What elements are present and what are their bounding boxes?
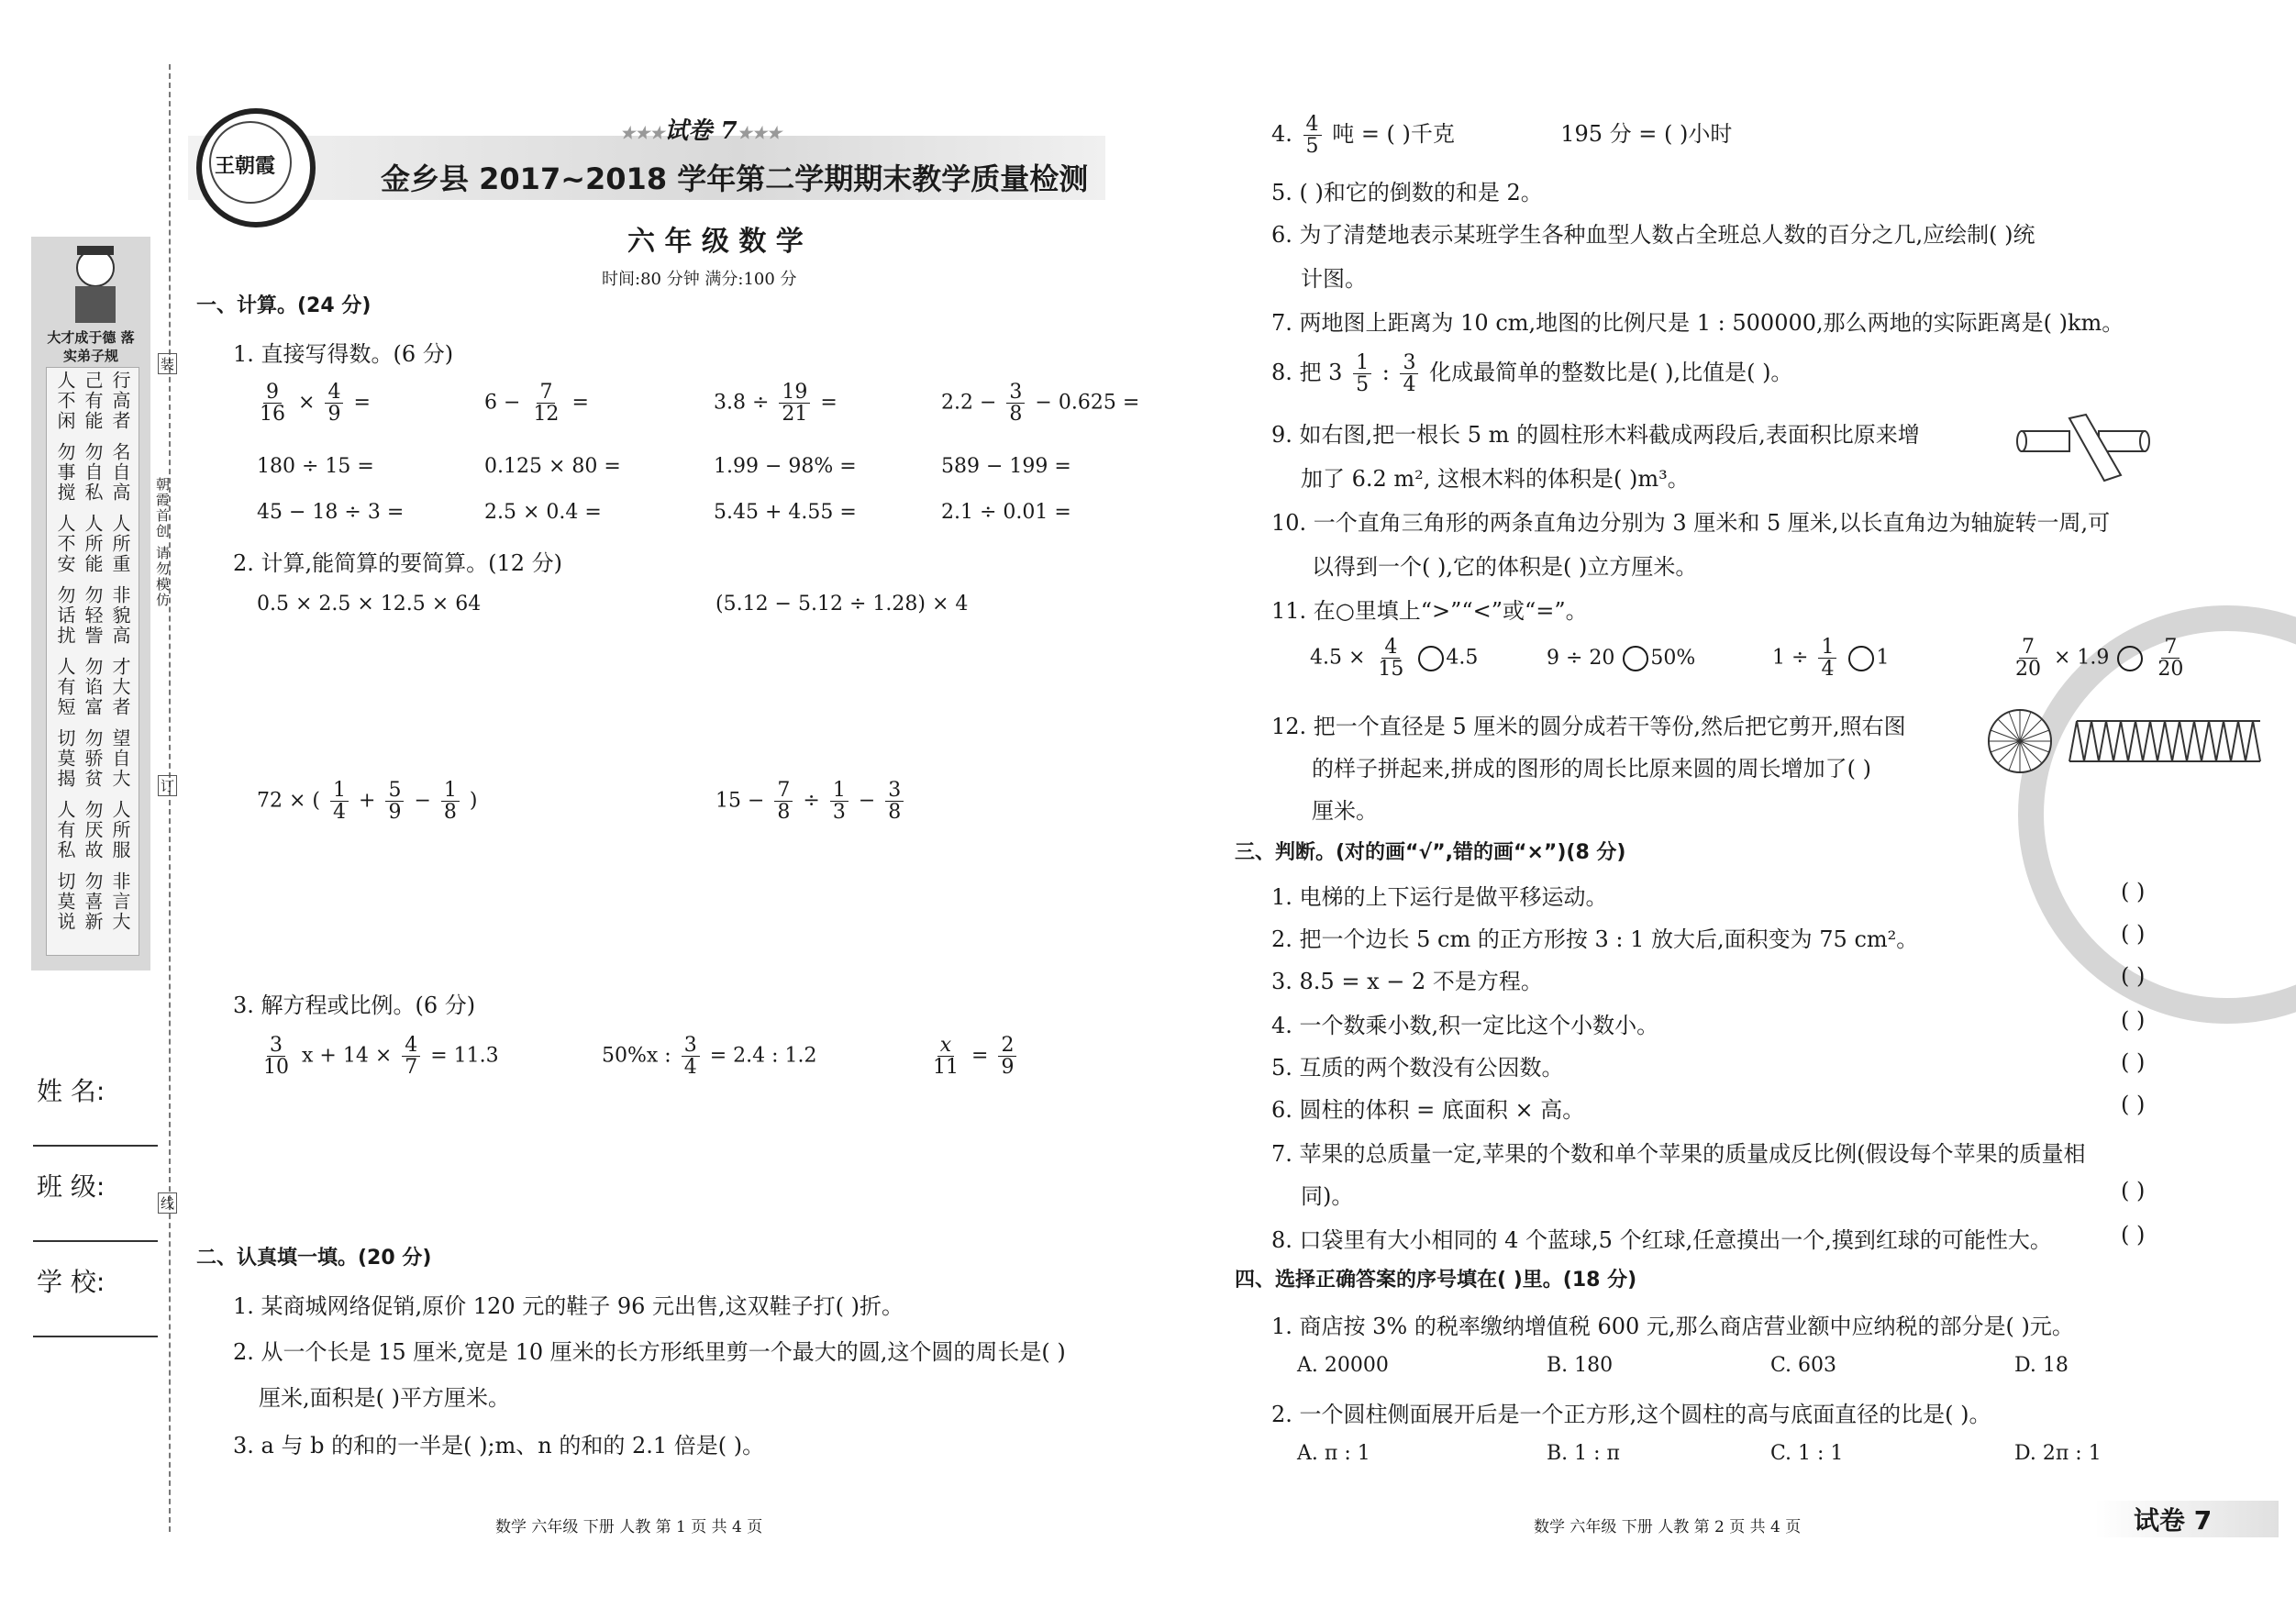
fill-11-item3: 1 ÷ $\frac{1}{4}$ 1	[1772, 636, 1890, 682]
judge-item: 7. 苹果的总质量一定,苹果的个数和单个苹果的质量成反比例(假设每个苹果的质量相	[1271, 1141, 2086, 1167]
fill-6b: 计图。	[1301, 266, 1367, 292]
time-info: 时间:80 分钟 满分:100 分	[602, 270, 797, 289]
choice-1-opt-a[interactable]: A. 20000	[1297, 1354, 1389, 1377]
section-1-title: 一、计算。(24 分)	[196, 294, 372, 317]
q1-r3-item2: 2.5 × 0.4 =	[484, 501, 602, 524]
motto-column: 勿厌故	[82, 800, 104, 860]
q1-r1-item2: 6 − $\frac{7}{12}$ =	[484, 381, 589, 427]
judge-answer-box[interactable]: ( )	[2121, 1049, 2146, 1075]
motto-column: 非貌高	[109, 585, 131, 646]
choice-2-opt-d[interactable]: D. 2π : 1	[2014, 1442, 2102, 1465]
q1-r1-item1: $\frac{9}{16}$ × $\frac{4}{9}$ =	[260, 381, 371, 427]
q2-a: 0.5 × 2.5 × 12.5 × 64	[257, 593, 482, 616]
motto-column: 人所能	[82, 514, 104, 574]
q1-r1-item4: 2.2 − $\frac{3}{8}$ − 0.625 =	[941, 381, 1140, 427]
name-label: 姓 名:	[37, 1076, 105, 1106]
judge-answer-box[interactable]: ( )	[2121, 1007, 2146, 1033]
q3-a: $\frac{3}{10}$ x + 14 × $\frac{4}{7}$ = 11.3	[263, 1034, 499, 1080]
logo-text: 王朝霞	[215, 154, 276, 178]
fill-12a: 12. 把一个直径是 5 厘米的圆分成若干等份,然后把它剪开,照右图	[1271, 714, 1906, 739]
class-field[interactable]	[33, 1240, 158, 1242]
q2-d: 15 − $\frac{7}{8}$ ÷ $\frac{1}{3}$ − $\frac{3}{8}$	[715, 780, 907, 823]
fill-12c: 厘米。	[1312, 798, 1378, 824]
compare-circle-2[interactable]	[1623, 646, 1648, 671]
exam-title: 金乡县 2017~2018 学年第二学期期末教学质量检测	[381, 161, 1089, 196]
fill-8: 8. 把 3 $\frac{1}{5}$ : $\frac{3}{4}$ 化成最简单的整数比是( ),比值是( )。	[1271, 351, 1793, 397]
judge-answer-box[interactable]: ( )	[2121, 879, 2146, 904]
choice-1-opt-c[interactable]: C. 603	[1770, 1354, 1837, 1377]
motto-column: 己有能	[82, 371, 104, 431]
motto-column: 切莫揭	[54, 728, 76, 789]
q1-r3-item4: 2.1 ÷ 0.01 =	[941, 501, 1071, 524]
fill-1: 1. 某商城网络促销,原价 120 元的鞋子 96 元出售,这双鞋子打( )折。	[233, 1293, 904, 1319]
corner-tag: 试卷 7	[2134, 1505, 2213, 1536]
scholar-figure-icon	[50, 240, 141, 327]
fill-12b: 的样子拼起来,拼成的图形的周长比原来圆的周长增加了( )	[1312, 756, 1871, 782]
section-2-title: 二、认真填一填。(20 分)	[196, 1247, 432, 1270]
judge-item: 同)。	[1301, 1183, 1354, 1209]
judge-item: 3. 8.5 = x − 2 不是方程。	[1271, 969, 1543, 994]
judge-item: 8. 口袋里有大小相同的 4 个蓝球,5 个红球,任意摸出一个,摸到红球的可能性大。	[1271, 1227, 2052, 1253]
choice-1-opt-d[interactable]: D. 18	[2014, 1354, 2069, 1377]
choice-2-opt-b[interactable]: B. 1 : π	[1547, 1442, 1621, 1465]
fill-3: 3. a 与 b 的和的一半是( );m、n 的和的 2.1 倍是( )。	[233, 1433, 765, 1458]
fill-7: 7. 两地图上距离为 10 cm,地图的比例尺是 1 : 500000,那么两地的实际距离是( )km。	[1271, 310, 2124, 336]
seal-char-1: 装	[158, 353, 177, 374]
copyright-vertical: 朝霞首创 请勿模仿	[154, 477, 171, 608]
fill-11-item4: $\frac{7}{20}$ × 1.9 $\frac{7}{20}$	[2015, 636, 2184, 682]
compare-circle-4[interactable]	[2117, 646, 2143, 671]
q1-r3-item1: 45 − 18 ÷ 3 =	[257, 501, 405, 524]
saw-cylinder-figure	[2014, 411, 2152, 484]
school-label: 学 校:	[37, 1267, 105, 1297]
motto-column: 名自高	[109, 442, 131, 503]
fill-9a: 9. 如右图,把一根长 5 m 的圆柱形木料截成两段后,表面积比原来增	[1271, 422, 1920, 448]
motto-column: 人有私	[54, 800, 76, 860]
name-field[interactable]	[33, 1145, 158, 1147]
judge-item: 2. 把一个边长 5 cm 的正方形按 3 : 1 放大后,面积变为 75 cm²。	[1271, 926, 1919, 952]
q1-r2-item3: 1.99 − 98% =	[714, 455, 857, 478]
seal-char-3: 线	[158, 1192, 177, 1214]
subject-title: 六 年 级 数 学	[627, 226, 804, 258]
compare-circle-3[interactable]	[1848, 646, 1874, 671]
q1-r3-item3: 5.45 + 4.55 =	[714, 501, 857, 524]
motto-column: 才大者	[109, 657, 131, 717]
judge-answer-box[interactable]: ( )	[2121, 1222, 2146, 1248]
choice-2-opt-a[interactable]: A. π : 1	[1297, 1442, 1370, 1465]
paper-tag: ★★★试卷 7★★★	[620, 117, 782, 145]
motto-column: 勿谄富	[82, 657, 104, 717]
fill-11-item1: 4.5 × $\frac{4}{15}$ 4.5	[1310, 636, 1479, 682]
q3-title: 3. 解方程或比例。(6 分)	[233, 993, 476, 1018]
fill-4: 4. $\frac{4}{5}$ 吨 = ( )千克 195 分 = ( )小时	[1271, 113, 1733, 159]
q3-c: $\frac{x}{11}$ = $\frac{2}{9}$	[926, 1035, 1020, 1078]
q1-r2-item2: 0.125 × 80 =	[484, 455, 621, 478]
motto-column: 人所重	[109, 514, 131, 574]
motto-banner: 大才成于德 落实弟子规	[47, 329, 135, 364]
fill-6a: 6. 为了清楚地表示某班学生各种血型人数占全班总人数的百分之几,应绘制( )统	[1271, 222, 2035, 248]
q1-title: 1. 直接写得数。(6 分)	[233, 341, 454, 367]
q3-b: 50%x : $\frac{3}{4}$ = 2.4 : 1.2	[602, 1034, 817, 1080]
motto-column: 人所服	[109, 800, 131, 860]
choice-2-opt-c[interactable]: C. 1 : 1	[1770, 1442, 1844, 1465]
fill-10a: 10. 一个直角三角形的两条直角边分别为 3 厘米和 5 厘米,以长直角边为轴旋转一周,可	[1271, 510, 2111, 536]
motto-column: 勿自私	[82, 442, 104, 503]
class-label: 班 级:	[37, 1171, 105, 1202]
judge-answer-box[interactable]: ( )	[2121, 921, 2146, 947]
motto-column: 人有短	[54, 657, 76, 717]
fill-9b: 加了 6.2 m², 这根木料的体积是( )m³。	[1301, 466, 1690, 492]
fill-11-item2: 9 ÷ 20 50%	[1547, 647, 1696, 670]
motto-column: 勿事搅	[54, 442, 76, 503]
q2-b: (5.12 − 5.12 ÷ 1.28) × 4	[715, 593, 969, 616]
choice-2: 2. 一个圆柱侧面展开后是一个正方形,这个圆柱的高与底面直径的比是( )。	[1271, 1402, 1991, 1427]
seal-char-2: 订	[158, 775, 177, 796]
q1-r2-item4: 589 − 199 =	[941, 455, 1071, 478]
judge-answer-box[interactable]: ( )	[2121, 1092, 2146, 1117]
binding-dashed-line	[169, 64, 171, 1532]
judge-item: 6. 圆柱的体积 = 底面积 × 高。	[1271, 1097, 1585, 1123]
right-footer: 数学 六年级 下册 人教 第 2 页 共 4 页	[1534, 1518, 1802, 1536]
fill-10b: 以得到一个( ),它的体积是( )立方厘米。	[1312, 554, 1698, 580]
q1-r1-item3: 3.8 ÷ $\frac{19}{21}$ =	[714, 381, 837, 427]
motto-column: 勿喜新	[82, 871, 104, 932]
fill-5: 5. ( )和它的倒数的和是 2。	[1271, 180, 1543, 205]
judge-item: 5. 互质的两个数没有公因数。	[1271, 1055, 1564, 1081]
motto-column: 行高者	[109, 371, 131, 431]
left-footer: 数学 六年级 下册 人教 第 1 页 共 4 页	[495, 1518, 763, 1536]
motto-column: 勿话扰	[54, 585, 76, 646]
fill-11: 11. 在○里填上“>”“<”或“=”。	[1271, 598, 1588, 624]
choice-1-opt-b[interactable]: B. 180	[1547, 1354, 1614, 1377]
motto-column: 勿骄贫	[82, 728, 104, 789]
judge-answer-box[interactable]: ( )	[2121, 1178, 2146, 1203]
motto-column: 切莫说	[54, 871, 76, 932]
judge-answer-box[interactable]: ( )	[2121, 963, 2146, 989]
school-field[interactable]	[33, 1336, 158, 1337]
choice-1: 1. 商店按 3% 的税率缴纳增值税 600 元,那么商店营业额中应纳税的部分是( )元。	[1271, 1314, 2074, 1339]
judge-item: 4. 一个数乘小数,积一定比这个小数小。	[1271, 1013, 1659, 1038]
q2-title: 2. 计算,能简算的要简算。(12 分)	[233, 550, 563, 576]
circle-cut-figure	[1985, 704, 2288, 778]
motto-column: 人不安	[54, 514, 76, 574]
q2-c: 72 × ( $\frac{1}{4}$ + $\frac{5}{9}$ − $\frac{1}{8}$ )	[257, 779, 478, 825]
judge-item: 1. 电梯的上下运行是做平移运动。	[1271, 884, 1608, 910]
section-3-title: 三、判断。(对的画“√”,错的画“×”)(8 分)	[1235, 841, 1626, 864]
q1-r2-item1: 180 ÷ 15 =	[257, 455, 374, 478]
brand-logo	[196, 108, 316, 227]
motto-column: 望自大	[109, 728, 131, 789]
fill-2b: 厘米,面积是( )平方厘米。	[259, 1385, 510, 1411]
compare-circle-1[interactable]	[1418, 646, 1444, 671]
motto-column: 勿轻訾	[82, 585, 104, 646]
fill-2a: 2. 从一个长是 15 厘米,宽是 10 厘米的长方形纸里剪一个最大的圆,这个圆的周长是( )	[233, 1339, 1066, 1365]
motto-column: 人不闲	[54, 371, 76, 431]
section-4-title: 四、选择正确答案的序号填在( )里。(18 分)	[1235, 1269, 1637, 1292]
motto-column: 非言大	[109, 871, 131, 932]
paper-tag-text: 试卷 7	[664, 117, 738, 145]
